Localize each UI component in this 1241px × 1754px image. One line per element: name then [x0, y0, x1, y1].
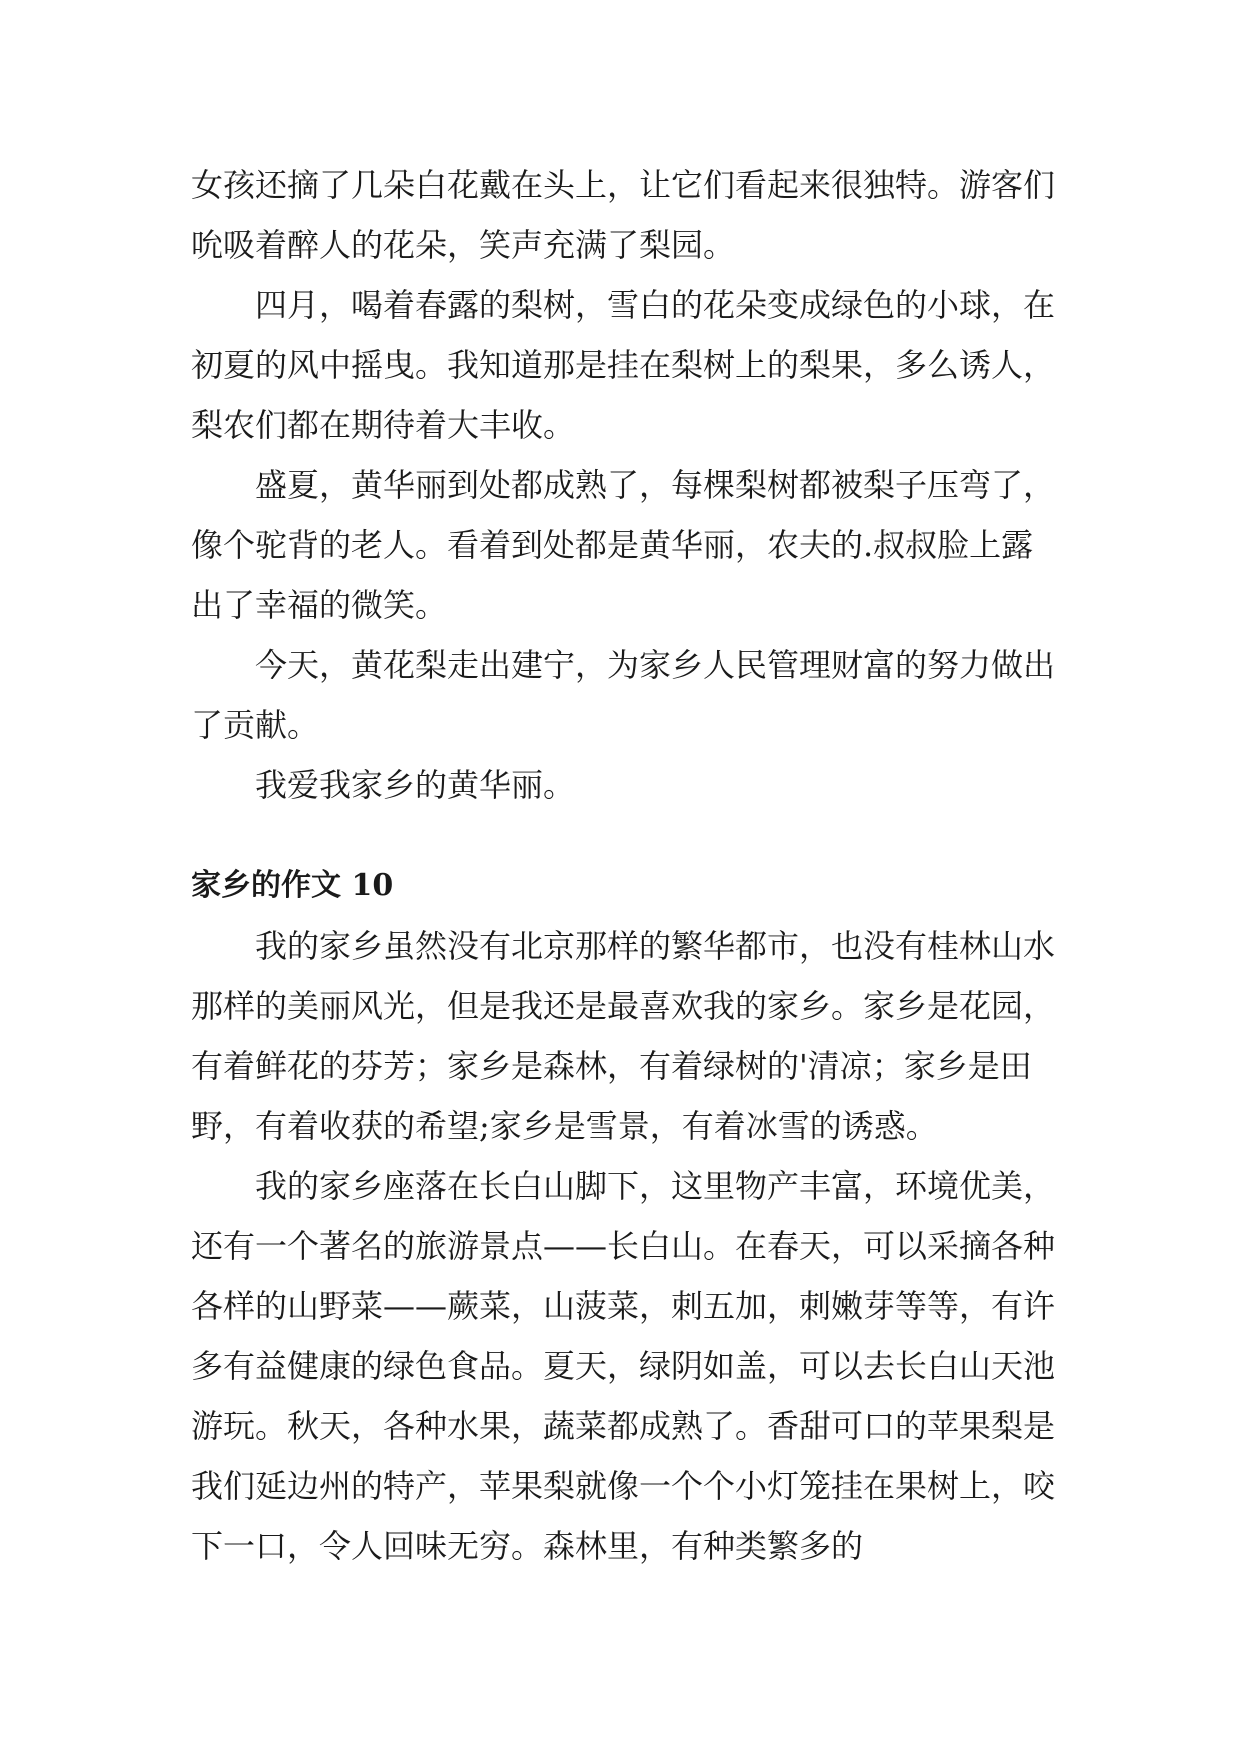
text-block-bottom — [191, 916, 1059, 1576]
section-heading-wrap — [191, 856, 1059, 916]
paragraph-changbai: 我的家乡座落在长白山脚下，这里物产丰富，环境优美，还有一个著名的旅游景点——长白山。在春天，可以采摘各种各样的山野菜——蕨菜，山菠菜，刺五加，刺嫩芽等等，有许多有益健康的绿色食品。夏天，绿阴如盖，可以去长白山天池游玩。秋天，各种水果，蔬菜都成熟了。香甜可口的苹果梨是我们延边州的特产，苹果梨就像一个个小灯笼挂在果树上，咬下一口，令人回味无穷。森林里，有种类繁多的 — [191, 1167, 1056, 1565]
paragraph-hometown-intro: 我的家乡虽然没有北京那样的繁华都市，也没有桂林山水那样的美丽风光，但是我还是最喜欢我的家乡。家乡是花园，有着鲜花的芬芳；家乡是森林，有着绿树的'清凉；家乡是田野，有着收获的希望;家乡是雪景，有着冰雪的诱惑。 — [191, 927, 1056, 1145]
paragraph-april: 四月，喝着春露的梨树，雪白的花朵变成绿色的小球，在初夏的风中摇曳。我知道那是挂在梨树上的梨果，多么诱人，梨农们都在期待着大丰收。 — [191, 286, 1056, 444]
paragraph-continuation: 女孩还摘了几朵白花戴在头上，让它们看起来很独特。游客们吮吸着醉人的花朵，笑声充满了梨园。 — [191, 166, 1056, 264]
section-heading: 家乡的作文 10 — [191, 868, 394, 903]
paragraph-love-hometown: 我爱我家乡的黄华丽。 — [255, 766, 576, 804]
text-block-top — [191, 155, 1059, 815]
paragraph-midsummer: 盛夏，黄华丽到处都成熟了，每棵梨树都被梨子压弯了，像个驼背的老人。看着到处都是黄华丽，农夫的.叔叔脸上露出了幸福的微笑。 — [191, 466, 1056, 624]
paragraph-today: 今天，黄花梨走出建宁，为家乡人民管理财富的努力做出了贡献。 — [191, 646, 1056, 744]
